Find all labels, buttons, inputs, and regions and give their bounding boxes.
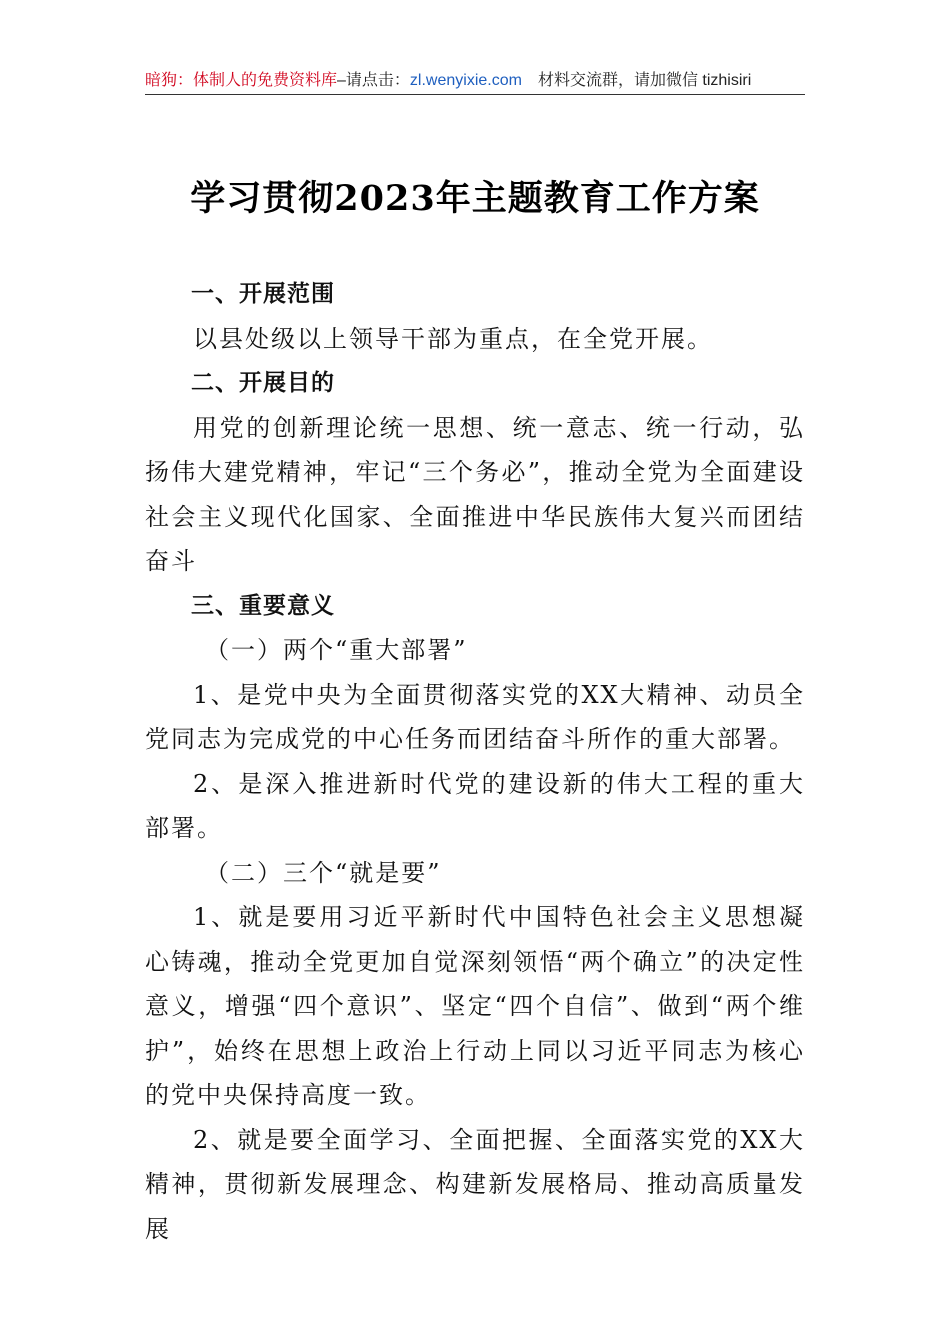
paragraph-must-2: 2、就是要全面学习、全面把握、全面落实党的XX大精神，贯彻新发展理念、构建新发展格局、推动高质量发展	[145, 1125, 805, 1243]
subsection-heading-deployments: （一）两个“重大部署”	[205, 636, 468, 664]
section-heading-scope: 一、开展范围	[191, 281, 335, 307]
paragraph-must-1: 1、就是要用习近平新时代中国特色社会主义思想凝心铸魂，推动全党更加自觉深刻领悟“两个确立”的决定性意义，增强“四个意识”、坚定“四个自信”、做到“两个维护”，始终在思想上政治上行动上同以习近平同志为核心的党中央保持高度一致。	[145, 903, 805, 1109]
header-click-label: –请点击：	[337, 72, 410, 89]
section-heading-purpose: 二、开展目的	[191, 370, 335, 396]
paragraph-purpose: 用党的创新理论统一思想、统一意志、统一行动，弘扬伟大建党精神，牢记“三个务必”，推动全党为全面建设社会主义现代化国家、全面推进中华民族伟大复兴而团结奋斗	[145, 413, 805, 575]
section-heading-significance: 三、重要意义	[191, 592, 335, 619]
page-header	[145, 68, 805, 94]
document-body	[145, 272, 805, 1251]
paragraph-deployment-1: 1、是党中央为全面贯彻落实党的XX大精神、动员全党同志为完成党的中心任务而团结奋斗所作的重大部署。	[145, 680, 805, 753]
document-title: 学习贯彻2023年主题教育工作方案	[190, 178, 760, 219]
header-divider	[145, 94, 805, 95]
header-site-link[interactable]: zl.wenyixie.com	[409, 72, 522, 89]
subsection-heading-must: （二）三个“就是要”	[205, 858, 442, 887]
paragraph-deployment-2: 2、是深入推进新时代党的建设新的伟大工程的重大部署。	[145, 769, 805, 842]
header-group-note: 材料交流群，请加微信 tizhisiri	[537, 72, 752, 89]
header-site-label: 暗狗：体制人的免费资料库	[145, 72, 338, 89]
paragraph-scope: 以县处级以上领导干部为重点，在全党开展。	[193, 324, 713, 353]
